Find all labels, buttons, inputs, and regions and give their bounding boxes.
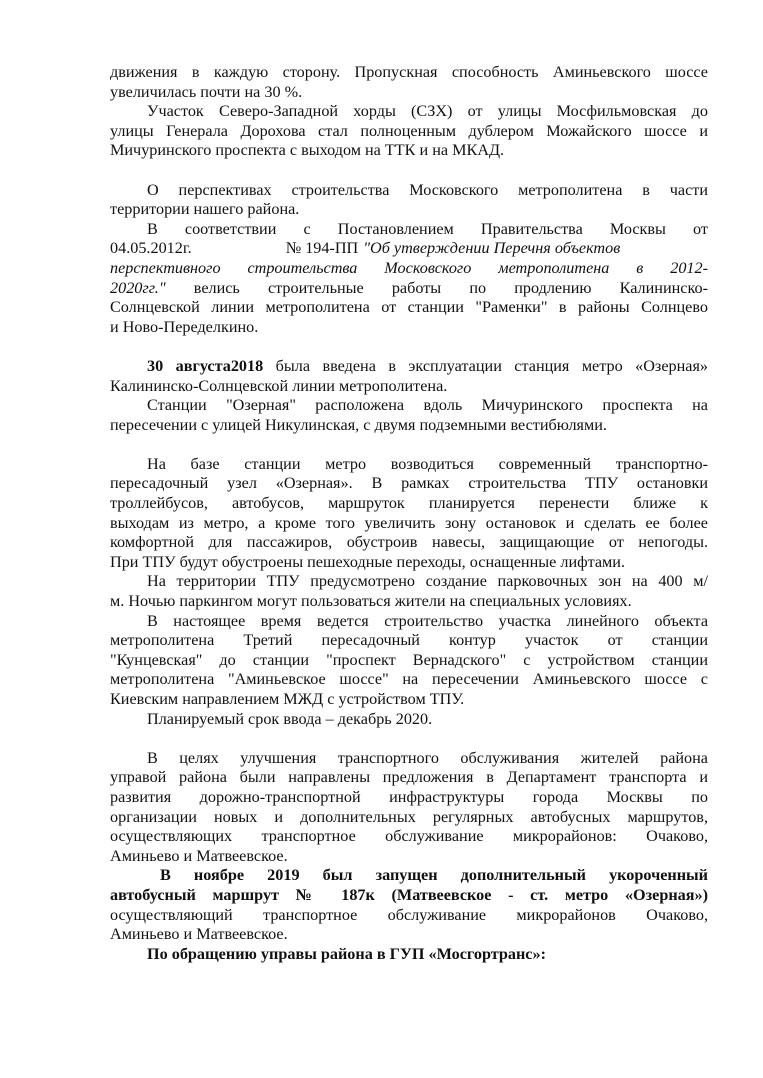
text-line: Мичуринского проспекта с выходом на ТТК и на МКАД.: [110, 141, 505, 160]
paragraph-gap: [110, 729, 708, 749]
text-line: [110, 239, 708, 259]
text-line: выходам из метро, а кроме того увеличить зону остановок и сделать ее более: [110, 513, 708, 532]
text-line: В целях улучшения транспортного обслуживания жителей района: [147, 748, 708, 767]
text-line: и Ново-Переделкино.: [110, 317, 259, 336]
document-body: [110, 63, 708, 964]
text-line: территории нашего района.: [110, 200, 300, 219]
text-line: управой района были направлены предложения в Департамент транспорта и: [110, 768, 708, 787]
text-line: При ТПУ будут обустроены пешеходные переходы, оснащенные лифтами.: [110, 552, 626, 571]
text-line: Аминьево и Матвеевское.: [110, 846, 288, 865]
text-line: метрополитена "Аминьевское шоссе" на пересечении Аминьевского шоссе с: [110, 670, 708, 689]
text-line: улицы Генерала Дорохова стал полноценным дублером Можайского шоссе и: [110, 121, 708, 140]
text-line: осуществляющий транспортное обслуживание микрорайонов Очаково,: [110, 905, 708, 924]
decree-number: № 194-ПП: [285, 239, 359, 258]
text-line: В ноябре 2019 был запущен дополнительный укороченный: [160, 866, 708, 885]
text-line: троллейбусов, автобусов, маршруток планируется перенести ближе к: [110, 494, 708, 513]
text-line: метрополитена Третий пересадочный контур участок от станции: [110, 631, 708, 650]
text-line: пересечении с улицей Никулинская, с двумя подземными вестибюлями.: [110, 415, 607, 434]
text-line: На базе станции метро возводиться современный транспортно-: [147, 454, 708, 473]
date-text: 04.05.2012г.: [110, 239, 192, 258]
text-line: "Кунцевская" до станции "проспект Вернадского" с устройством станции: [110, 650, 708, 669]
text-line: осуществляющих транспортное обслуживание микрорайонов: Очаково,: [110, 827, 708, 846]
text-line: Калининско-Солнцевской линии метрополитена.: [110, 376, 448, 395]
paragraph-gap: [110, 435, 708, 455]
text-line: Киевским направлением МЖД с устройством ТПУ.: [110, 690, 465, 708]
text-line: движения в каждую сторону. Пропускная способность Аминьевского шоссе: [110, 63, 708, 81]
paragraph-gap: [110, 337, 708, 357]
text-line: В соответствии с Постановлением Правительства Москвы от: [147, 219, 708, 238]
text-line: 30 августа2018 была введена в эксплуатации станция метро «Озерная»: [147, 356, 708, 375]
text-line: м. Ночью паркингом могут пользоваться жители на специальных условиях.: [110, 592, 632, 611]
section-heading: По обращению управы района в ГУП «Мосгортранс»:: [147, 944, 546, 963]
text-line: На территории ТПУ предусмотрено создание парковочных зон на 400 м/: [147, 572, 708, 591]
text-line: Планируемый срок ввода – декабрь 2020.: [147, 709, 433, 728]
text-line: Аминьево и Матвеевское.: [110, 925, 288, 944]
text-line: организации новых и дополнительных регулярных автобусных маршрутов,: [110, 807, 708, 826]
text-line: Солнцевской линии метрополитена от станции "Раменки" в районы Солнцево: [110, 298, 708, 317]
text-line: О перспективах строительства Московского метрополитена в части: [147, 180, 708, 199]
text-line: увеличилась почти на 30 %.: [110, 82, 303, 101]
text-line: 2020гг." велись строительные работы по продлению Калининско-: [110, 278, 708, 297]
text-line: пересадочный узел «Озерная». В рамках строительства ТПУ остановки: [110, 474, 708, 493]
text-line: перспективного строительства Московского метрополитена в 2012-: [110, 258, 708, 277]
date-bold: 30 августа2018: [147, 356, 264, 375]
text-line: Участок Северо-Западной хорды (СЗХ) от улицы Мосфильмовская до: [147, 102, 708, 121]
text-line: развития дорожно-транспортной инфраструктуры города Москвы по: [110, 787, 708, 806]
text-line: [110, 945, 708, 965]
text-line: Станции "Озерная" расположена вдоль Мичуринского проспекта на: [147, 396, 708, 415]
text-line: В настоящее время ведется строительство участка линейного объекта: [147, 611, 708, 630]
text-line: автобусный маршрут № 187к (Матвеевское - ст. метро «Озерная»): [110, 885, 708, 904]
paragraph-gap: [110, 161, 708, 181]
decree-title: "Об утверждении Перечня объектов: [363, 239, 621, 258]
decree-title-end: 2020гг.": [110, 278, 166, 297]
text-line: комфортной для пассажиров, обустроив навесы, защищающие от непогоды.: [110, 533, 708, 552]
